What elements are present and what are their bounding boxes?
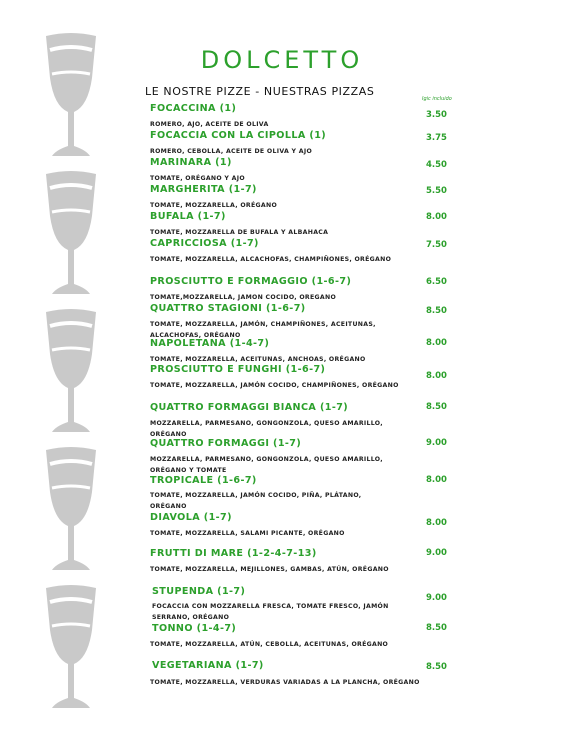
menu-item-name: MARGHERITA (1-7): [150, 184, 257, 195]
menu-item-price: 9.00: [426, 438, 447, 448]
menu-item-name: VEGETARIANA (1-7): [152, 660, 264, 671]
menu-item-description: TOMATE, MOZZARELLA, VERDURAS VARIADAS A LA PLANCHA, ORÉGANO: [150, 679, 420, 686]
menu-item-price: 8.50: [426, 306, 447, 316]
menu-item-name: PROSCIUTTO E FORMAGGIO (1-6-7): [150, 276, 352, 287]
menu-item-name: DIAVOLA (1-7): [150, 512, 232, 523]
menu-item-price: 8.00: [426, 338, 447, 348]
menu-item-name: BUFALA (1-7): [150, 211, 226, 222]
menu-item-description: TOMATE, MOZZARELLA, JAMÓN, CHAMPIÑONES, ACEITUNAS, ALCACHOFAS, ORÉGANO: [150, 321, 376, 339]
menu-item-price: 8.50: [426, 402, 447, 412]
menu-item-description: TOMATE, MOZZARELLA, ATÚN, CEBOLLA, ACEITUNAS, ORÉGANO: [150, 641, 389, 648]
menu-item-name: FOCACCINA (1): [150, 103, 237, 114]
menu-item-price: 8.50: [426, 623, 447, 633]
menu-item-name: MARINARA (1): [150, 157, 232, 168]
menu-item-name: TONNO (1-4-7): [152, 623, 237, 634]
menu-item-description: MOZZARELLA, PARMESANO, GONGONZOLA, QUESO AMARILLO, ORÉGANO Y TOMATE: [150, 456, 383, 474]
menu-item-name: TROPICALE (1-6-7): [150, 475, 257, 486]
menu-item-name: CAPRICCIOSA (1-7): [150, 238, 259, 249]
menu-item-name: QUATTRO STAGIONI (1-6-7): [150, 303, 306, 314]
menu-item-price: 4.50: [426, 160, 447, 170]
menu-item-name: NAPOLETANA (1-4-7): [150, 338, 270, 349]
menu-item-price: 3.75: [426, 133, 447, 143]
menu-item-description: TOMATE, MOZZARELLA, JAMÓN COCIDO, PIÑA, PLÁTANO, ORÉGANO: [150, 492, 362, 510]
menu-subtitle: LE NOSTRE PIZZE - NUESTRAS PIZZAS: [145, 85, 375, 98]
menu-item-name: FRUTTI DI MARE (1-2-4-7-13): [150, 548, 317, 559]
menu-item-price: 7.50: [426, 240, 447, 250]
menu-item-description: TOMATE, MOZZARELLA, JAMÓN COCIDO, CHAMPIÑONES, ORÉGANO: [150, 382, 399, 389]
menu-item-description: TOMATE, MOZZARELLA, MEJILLONES, GAMBAS, ATÚN, ORÉGANO: [150, 566, 389, 573]
menu-item-description: TOMATE, MOZZARELLA, ORÉGANO: [150, 202, 278, 209]
menu-item-name: STUPENDA (1-7): [152, 586, 246, 597]
restaurant-title: DOLCETTO: [200, 46, 364, 74]
menu-item-description: TOMATE,MOZZARELLA, JAMON COCIDO, OREGANO: [150, 294, 337, 301]
menu-item-price: 6.50: [426, 277, 447, 287]
menu-item-description: FOCACCIA CON MOZZARELLA FRESCA, TOMATE FRESCO, JAMÓN SERRANO, ORÉGANO: [152, 603, 389, 621]
menu-item-description: TOMATE, ORÉGANO Y AJO: [150, 175, 245, 182]
menu-item-price: 8.00: [426, 212, 447, 222]
menu-item-description: ROMERO, AJO, ACEITE DE OLIVA: [150, 121, 269, 128]
menu-item-name: QUATTRO FORMAGGI (1-7): [150, 438, 302, 449]
menu-item-price: 8.50: [426, 662, 447, 672]
menu-item-name: QUATTRO FORMAGGI BIANCA (1-7): [150, 402, 349, 413]
menu-item-price: 5.50: [426, 186, 447, 196]
menu-item-price: 8.00: [426, 371, 447, 381]
menu-item-price: 8.00: [426, 475, 447, 485]
menu-item-price: 8.00: [426, 518, 447, 528]
menu-item-description: ROMERO, CEBOLLA, ACEITE DE OLIVA Y AJO: [150, 148, 313, 155]
menu-item-name: FOCACCIA CON LA CIPOLLA (1): [150, 130, 327, 141]
menu-item-description: TOMATE, MOZZARELLA, ALCACHOFAS, CHAMPIÑONES, ORÉGANO: [150, 256, 392, 263]
menu-item-price: 9.00: [426, 593, 447, 603]
menu-item-description: TOMATE, MOZZARELLA DE BUFALA Y ALBAHACA: [150, 229, 329, 236]
menu-item-price: 3.50: [426, 110, 447, 120]
menu-item-description: TOMATE, MOZZARELLA, ACEITUNAS, ANCHOAS, ORÉGANO: [150, 356, 366, 363]
menu-item-name: PROSCIUTTO E FUNGHI (1-6-7): [150, 364, 326, 375]
menu-item-description: TOMATE, MOZZARELLA, SALAMI PICANTE, ORÉGANO: [150, 530, 345, 537]
menu-item-description: MOZZARELLA, PARMESANO, GONGONZOLA, QUESO AMARILLO, ORÉGANO: [150, 420, 383, 438]
menu-item-price: 9.00: [426, 548, 447, 558]
tax-note: Igic incluido: [422, 96, 452, 102]
